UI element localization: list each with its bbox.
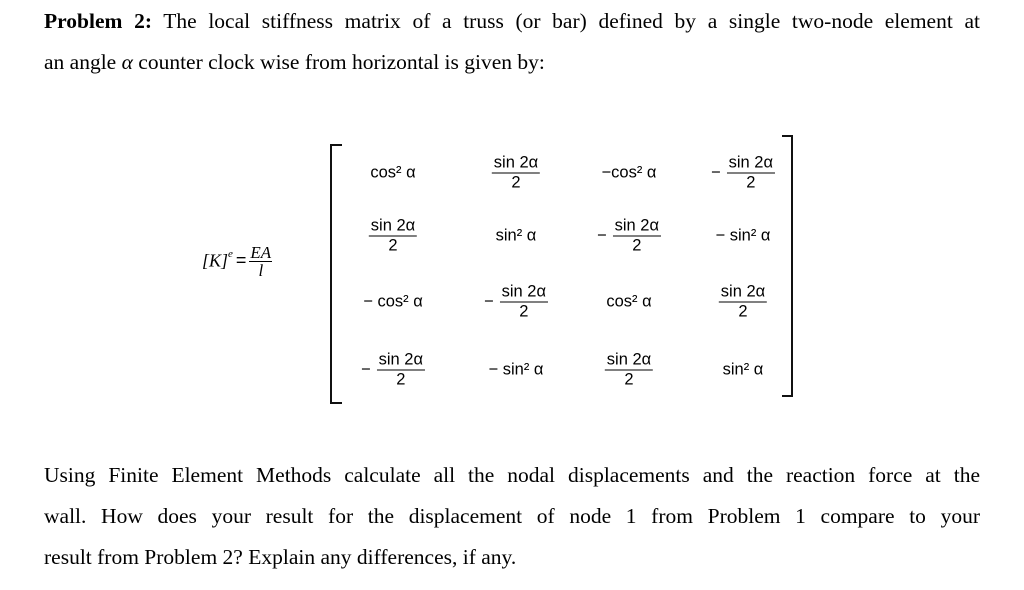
problem-statement [44, 1, 980, 83]
matrix-cell [605, 351, 653, 390]
cell-fraction [719, 283, 767, 322]
intro-text-2-after: counter clock wise from horizontal is given by: [138, 50, 545, 74]
cell-expression: cos² α [370, 163, 416, 182]
alpha-symbol: α [121, 50, 133, 74]
problem-intro-line-2 [44, 42, 980, 83]
cell-denominator: 2 [388, 236, 398, 255]
question-line-1: Using Finite Element Methods calculate all the nodal displacements and the reaction force at the [44, 463, 980, 487]
cell-expression: − cos² α [363, 292, 423, 311]
cell-denominator: 2 [396, 370, 406, 389]
problem-intro-line-1 [44, 1, 980, 42]
cell-expression: − sin² α [488, 360, 544, 379]
cell-fraction [492, 154, 540, 193]
matrix-cell [369, 217, 417, 256]
cell-numerator: sin 2α [728, 153, 774, 172]
cell-fraction [613, 217, 661, 256]
matrix-cell [711, 154, 775, 193]
question-text [44, 455, 980, 578]
matrix-cell [602, 164, 657, 183]
minus-sign: − [710, 163, 721, 182]
matrix-left-bracket [330, 144, 342, 404]
matrix-right-bracket [782, 135, 793, 397]
cell-expression: −cos² α [601, 163, 657, 182]
cell-numerator: sin 2α [614, 216, 660, 235]
matrix-cell [496, 227, 537, 246]
matrix-cell [716, 227, 771, 246]
matrix-cell [489, 361, 544, 380]
cell-fraction [500, 283, 548, 322]
cell-numerator: sin 2α [378, 350, 424, 369]
problem-label: Problem 2: [44, 9, 152, 33]
matrix-cell [361, 351, 425, 390]
cell-numerator: sin 2α [370, 216, 416, 235]
cell-denominator: 2 [624, 370, 634, 389]
matrix-cell [484, 283, 548, 322]
intro-text-2-before: an angle [44, 50, 117, 74]
cell-expression: sin² α [495, 226, 537, 245]
cell-fraction [369, 217, 417, 256]
stiffness-lhs [202, 244, 272, 279]
fraction-denominator: l [258, 261, 264, 280]
cell-numerator: sin 2α [501, 282, 547, 301]
ea-over-l-fraction [249, 244, 272, 279]
intro-text-1: The local stiffness matrix of a truss (or bar) defined by a single two-node element at [163, 9, 980, 33]
fraction-numerator: EA [250, 243, 272, 262]
matrix-cell [606, 293, 651, 312]
cell-fraction [377, 351, 425, 390]
cell-expression: sin² α [722, 360, 764, 379]
matrix-cell [492, 154, 540, 193]
minus-sign: − [483, 292, 494, 311]
matrix-cell [363, 293, 423, 312]
question-line-3: result from Problem 2? Explain any differences, if any. [44, 545, 517, 569]
cell-denominator: 2 [746, 173, 756, 192]
cell-expression: cos² α [606, 292, 652, 311]
cell-expression: − sin² α [715, 226, 771, 245]
matrix-cell [719, 283, 767, 322]
cell-numerator: sin 2α [606, 350, 652, 369]
element-superscript: e [228, 248, 233, 261]
cell-denominator: 2 [632, 236, 642, 255]
minus-sign: − [596, 226, 607, 245]
matrix-cell [597, 217, 661, 256]
cell-denominator: 2 [519, 302, 529, 321]
cell-fraction [727, 154, 775, 193]
cell-numerator: sin 2α [720, 282, 766, 301]
minus-sign: − [360, 360, 371, 379]
equals-sign: = [235, 250, 247, 271]
stiffness-symbol: [K] [202, 250, 229, 271]
cell-denominator: 2 [738, 302, 748, 321]
cell-fraction [605, 351, 653, 390]
cell-denominator: 2 [511, 173, 521, 192]
cell-numerator: sin 2α [493, 153, 539, 172]
matrix-cell [370, 164, 415, 183]
matrix-cell [723, 361, 764, 380]
question-line-2: wall. How does your result for the displacement of node 1 from Problem 1 compare to your [44, 504, 980, 528]
